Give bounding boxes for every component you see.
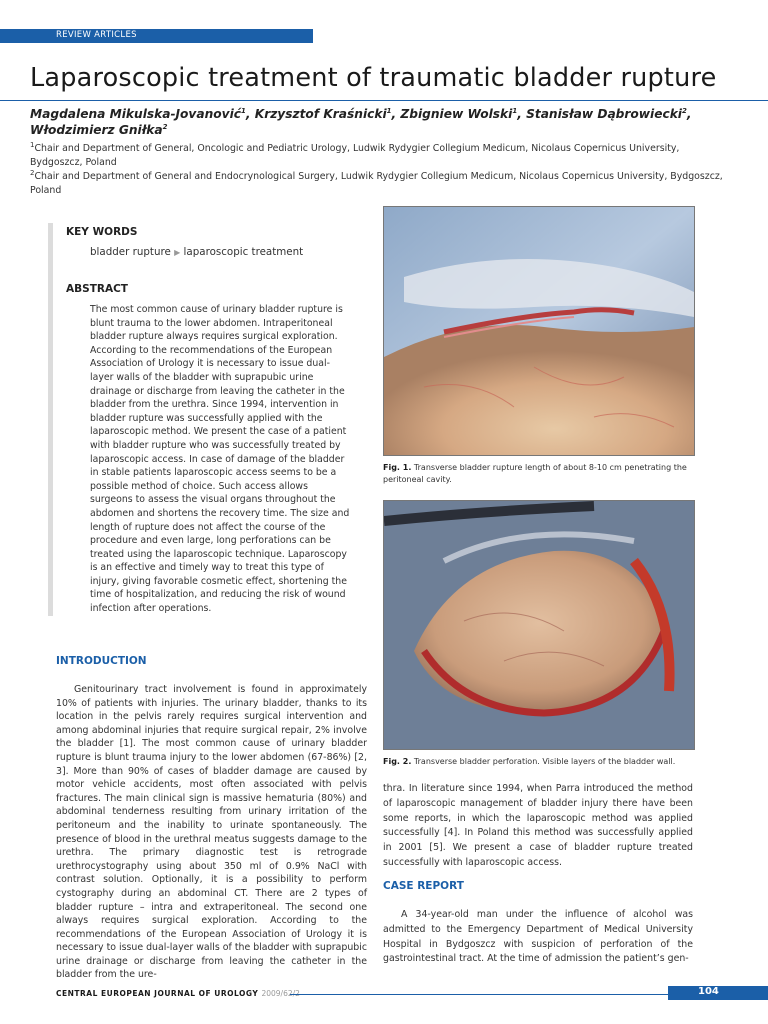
keyword: laparoscopic treatment — [183, 246, 304, 258]
journal-issue: 2009/62/2 — [261, 989, 300, 998]
affiliation-item — [30, 170, 730, 198]
key-words-heading: KEY WORDS — [66, 226, 138, 238]
author-name: Włodzimierz Gniłka — [30, 123, 163, 137]
author-name: Magdalena Mikulska-Jovanović — [30, 107, 241, 121]
author-name: Zbigniew Wolski — [400, 107, 513, 121]
figure-caption-text: Transverse bladder rupture length of about 8-10 cm penetrating the peritoneal cavity. — [383, 463, 687, 484]
figure-label: Fig. 2. — [383, 757, 412, 766]
author-affil-marker: 1 — [512, 106, 518, 115]
figure-2-image — [383, 500, 695, 750]
article-title: Laparoscopic treatment of traumatic bladder rupture — [30, 63, 717, 93]
title-divider — [0, 100, 768, 101]
key-words-list — [90, 246, 303, 258]
journal-footer — [56, 989, 300, 998]
page-number-box — [668, 986, 768, 1000]
affiliation-text: Chair and Department of General and Endocrynological Surgery, Ludwik Rydygier Collegium Medicum, Nicolaus Copernicus University, Bydgoszcz, Poland — [30, 171, 723, 196]
journal-name: CENTRAL EUROPEAN JOURNAL OF UROLOGY — [56, 989, 259, 998]
figure-label: Fig. 1. — [383, 463, 412, 472]
affiliation-marker: 2 — [30, 168, 35, 177]
abstract-heading: ABSTRACT — [66, 283, 128, 295]
introduction-text-continued: thra. In literature since 1994, when Parra introduced the method of laparoscopic management of bladder injury there have been some reports, in which the laparoscopic method was applied successfully [4]. In Poland this method was successfully applied in 2001 [5]. We present a case of bladder rupture treated successfully with laparoscopic access. — [383, 783, 693, 868]
author-affil-marker: 1 — [241, 106, 246, 115]
triangle-separator-icon: ▶ — [174, 248, 181, 257]
section-label: REVIEW ARTICLES — [56, 30, 137, 40]
author-name: Krzysztof Kraśnicki — [254, 107, 387, 121]
author-list — [30, 106, 730, 138]
figure-1-image — [383, 206, 695, 456]
affiliations — [30, 142, 730, 198]
page-number: 104 — [698, 986, 719, 997]
author-affil-marker: 2 — [162, 122, 168, 131]
affiliation-text: Chair and Department of General, Oncologic and Pediatric Urology, Ludwik Rydygier Collegium Medicum, Nicolaus Copernicus University, Bydgoszcz, Poland — [30, 143, 680, 168]
figure-caption-text: Transverse bladder perforation. Visible layers of the bladder wall. — [413, 757, 676, 766]
figure-2-caption — [383, 756, 695, 768]
author-name: Stanisław Dąbrowiecki — [526, 107, 682, 121]
figure-1-caption — [383, 462, 695, 486]
author-affil-marker: 1 — [386, 106, 392, 115]
footer-divider — [290, 994, 668, 995]
keyword: bladder rupture — [90, 246, 171, 258]
author-separator: , — [245, 107, 255, 121]
case-report-heading: CASE REPORT — [383, 880, 464, 892]
author-affil-marker: 2 — [681, 106, 687, 115]
author-separator: , — [686, 107, 692, 121]
affiliation-marker: 1 — [30, 140, 35, 149]
affiliation-item — [30, 142, 730, 170]
case-report-text: A 34-year-old man under the influence of alcohol was admitted to the Emergency Department of Medical University Hospital in Bydgoszcz with suspicion of perforation of the gastrointestinal tract. At the time of admission the patient’s gen- — [383, 909, 693, 965]
introduction-heading: INTRODUCTION — [56, 655, 147, 667]
introduction-text: Genitourinary tract involvement is found in approximately 10% of patients with injuries. The urinary bladder, thanks to its location in the pelvis rarely requires surgical intervention and among abdominal injuries that require surgical repair, 2% involve the bladder [1]. The most common cause of urinary bladder rupture is blunt trauma injury to the lower abdomen (67-86%) [2, 3]. More than 90% of cases of bladder damage are caused by motor vehicle accidents, most often associated with pelvis fractures. The main clinical sign is massive hematuria (80%) and abdominal tenderness resulting from urinary irritation of the peritoneum and the inability to urinate spontaneously. The presence of blood in the urethral meatus suggests damage to the urethra. The primary diagnostic test is retrograde urethrocystography using about 350 ml of 0.9% NaCl with contrast solution. Optionally, it is a possibility to perform cystography during an abdominal CT. There are 2 types of bladder rupture – intra and extraperitoneal. The second one always requires surgical exploration. According to the recommendations of the European Association of Urology it is necessary to issue dual-layer walls of the bladder with suprapubic urine drainage or discharge from leaving the catheter in the bladder from the ure- — [56, 684, 367, 981]
abstract-text: The most common cause of urinary bladder rupture is blunt trauma to the lower abdomen. Intraperitoneal bladder rupture always requires surgical exploration. According to the recommendations of the European Association of Urology it is necessary to issue dual-layer walls of the bladder with suprapubic urine drainage or discharge from leaving the catheter in the bladder from the urethra. Since 1994, intervention in bladder rupture was successfully applied with the laparoscopic method. We present the case of a patient with bladder rupture who was successfully treated by laparoscopic access. In case of damage of the bladder in stable patients laparoscopic access seems to be a possible method of choice. Such access allows surgeons to assess the visual organs throughout the abdomen and shortens the recovery time. The size and length of rupture does not affect the course of the procedure and even large, long perforations can be treated using the laparoscopic technique. Laparoscopy is an effective and timely way to treat this type of injury, giving favorable cosmetic effect, shortening the time of hospitalization, and reducing the risk of wound infection after operations. — [90, 304, 350, 615]
author-separator: , — [391, 107, 401, 121]
abstract-side-bar — [48, 223, 53, 616]
section-banner — [0, 29, 313, 43]
author-separator: , — [517, 107, 527, 121]
